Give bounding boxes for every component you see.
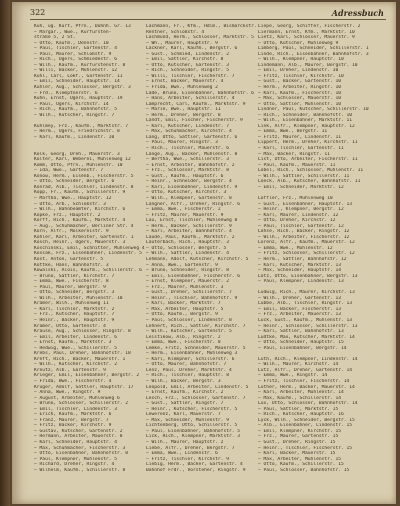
directory-entry-line: Liebe, Alfr., Dreher, Bergstr. 7 — [146, 445, 235, 451]
directory-entry-line: Lamprecht, Carl, Kaufm., Marktstr. 9 — [146, 101, 246, 107]
directory-entry-line: Krebs, Paul, Dreher, Bahnhofstr. 10 — [34, 351, 131, 357]
directory-entry-line: — Max, Kaufm., Schillerstr. 14 — [258, 395, 341, 401]
directory-entry-line: Linde, Rich., Eisenbahner, Bahnhofstr. 3 — [258, 51, 369, 57]
directory-entry-line: Lackner, Karl, Kaufm., Bergstr. 6 — [146, 46, 238, 52]
directory-entry-line: Liermann, Ernst, Kfm., Marktstr. 10 — [258, 29, 355, 35]
directory-entry-line: Kolk, Georg, Dreh., Mauerstr. 3 — [34, 151, 120, 157]
directory-entry-line: — Otto, Maurer, Bahnhofstr. 7 — [146, 362, 227, 368]
directory-entry-line: — Max, Schuhmacher, Fischerstr. 3 — [34, 445, 126, 451]
directory-entry-line: — Gust., Eisenbahner, Hauptstr. 13 — [258, 201, 353, 207]
directory-entry-line: — Karl, Schneider, Hauptstr. 4 — [34, 440, 117, 446]
directory-entry-line: — Ernst, Klempner, Mauerstr. 2 — [146, 279, 229, 285]
directory-entry-line: — Richard, Dreher, Ringstr. 4 — [34, 462, 115, 468]
directory-entry-line: — Gust., Sattler, Ringstr. 7 — [146, 401, 224, 407]
directory-entry-line: Lück, Gust., Kaufm., Mühlenstr. 13 — [258, 317, 353, 323]
directory-entry-line: Kühl, Carl, Lokf., Gartenstr. 11 — [34, 73, 123, 79]
directory-entry-line: — Margar., Wwe., Kurfürsten- — [34, 29, 112, 35]
directory-entry-line: — Wilh., Eisenbahner, Marktstr. 11 — [258, 118, 353, 124]
directory-entry-line: — Wilh., Bahnbeamter, Kirchstr. 6 — [34, 207, 126, 213]
directory-entry-line: — Otto, Schlosser, Bergstr. 5 — [146, 245, 227, 251]
directory-entry-line: — Wilh., Bäcker, Bergstr. 3 — [146, 379, 221, 384]
directory-entry-line: Lick, Rich., Klempner, Marktstr. 3 — [146, 434, 241, 440]
directory-entry-line: — Willi, Tischler, Fischerstr. 7 — [146, 73, 235, 79]
directory-entry-line: — Paul, Klempner, Lindenstr. 13 — [258, 279, 344, 285]
directory-entry-line: — Bruno, Schlosser, Schillerstr. 2 — [34, 401, 129, 407]
directory-entry-line: — Heinr., Bäcker, Hauptstr. 9 — [34, 317, 115, 323]
directory-entry-line: — Fritz, Maurer, Lindenstr. 11 — [258, 134, 341, 140]
directory-entry-line: — Karl, Tischler, Gartenstr. 11 — [258, 146, 344, 152]
directory-entry-line: Kottke, Hans, Bahnhofstr. 3 — [34, 262, 109, 268]
directory-entry-line: — Paul, Maurer, Bergstr. 9 — [34, 284, 106, 290]
directory-entry-line: — Ernst, Bäcker, Mauerstr. 4 — [146, 79, 224, 85]
directory-entry-line: — Bruno, Sattler, Kirchstr. 7 — [34, 273, 115, 279]
directory-entry-line: — Willi, Bäcker, Mühlenstr. 12 — [34, 68, 117, 74]
directory-entry-line: — Hermann, Arbeiter, Mauerstr. 8 — [34, 434, 123, 440]
directory-entry-line: Lübbe, Alb., Tischler, Ringstr. 13 — [258, 301, 353, 307]
directory-entry-line: Lindemann, Alb., Maurer, Bergstr. 10 — [258, 62, 358, 68]
directory-entry-line: — Hedwig, Wwe., Schillerstr. 5 — [34, 345, 117, 351]
directory-entry-line: Löbel, Rich., Schlosser, Mühlenstr. 11 — [258, 168, 364, 174]
directory-entry-line: — Heinr., Kutscher, Fischerstr. 5 — [146, 406, 238, 412]
directory-entry-line: — Fritz, Tischler, Fischerstr. 14 — [258, 379, 350, 384]
directory-entry-line: — Frz., Schlosser, Marktstr. 8 — [146, 168, 229, 174]
directory-entry-line: Kost, Anton, Gartenstr. 5 — [34, 256, 104, 262]
directory-entry-line: — Frz., Maurer, Gartenstr. 15 — [258, 434, 339, 440]
directory-entry-line: — Heinr., Schlosser, Schillerstr. 13 — [258, 323, 358, 329]
directory-entry-line: — Heinr., Schneider, Bergstr. 4 — [146, 179, 232, 185]
page-title: Adressbuch — [331, 8, 384, 18]
directory-entry-line: — Karl, Kutscher, Marktstr. 13 — [258, 262, 341, 268]
directory-entry-line: Lorenz, Alfr., Kaufm., Mauerstr. 12 — [258, 240, 355, 246]
directory-entry-line: — Frida, Wwe., Fischerstr. 4 — [34, 379, 112, 384]
directory-entry-line: — Wilh., Maurer, Kirchstr. 14 — [258, 362, 339, 368]
directory-entry-line: — Fritz, Maurer, Mauerstr. 9 — [146, 212, 224, 218]
directory-entry-line: Lietz, Karl, Schlosser, Mauerstr. 9 — [258, 35, 355, 41]
directory-entry-line: — Karl, Bäcker, Marktstr. 7 — [146, 301, 221, 307]
directory-entry-line: Konrad, Alb., Tischler, Lindenstr. 8 — [34, 184, 134, 190]
directory-entry-line: — Heinr., Klempner, Bergstr. 12 — [258, 207, 344, 213]
directory-entry-line: — Otto, Dreher, Kirchstr. 12 — [258, 218, 336, 224]
header-rule — [30, 19, 386, 20]
directory-entry-line: — Frz., Maurer, Mühlenstr. 3 — [146, 284, 224, 290]
directory-entry-line: — Anna, Wwe., Gartenstr. 9 — [146, 262, 218, 268]
directory-entry-line: — Herm., Bäcker, Schillerstr. 9 — [146, 223, 232, 229]
directory-entry-line: — Rich., Kaufm., Bahnhofstr. 5 — [34, 107, 117, 113]
directory-entry-line: Lange, Aug., Bäcker, Mühlenstr. 8 — [146, 151, 238, 157]
directory-entry-line: — Emil, Tischler, Lindenstr. 3 — [34, 406, 117, 412]
directory-entry-line: — Franz, Maurer, Bergstr. 7 — [34, 417, 109, 423]
directory-entry-line: Bahnhof Frdr., Vorsteher, Ringstr. 9 — [146, 467, 246, 473]
directory-entry-line: — Karl, Sattler, Bahnhofstr. 13 — [258, 329, 344, 335]
directory-entry-line: — Frd., Klemptnerstr. 6 — [34, 90, 98, 96]
directory-entry-line: — Max, Schlosser, Mauerstr. 10 — [258, 96, 341, 102]
directory-entry-line: — Paul, Ugers, Kirchstr. 14 — [34, 101, 109, 107]
directory-entry-line: — Emil, Eisenbahner, Fischerstr. 6 — [146, 273, 241, 279]
directory-entry-line: — Karl, Kaufm., Fischerstr. 10 — [258, 90, 341, 96]
column-3 — [258, 24, 370, 473]
directory-entry-line: — Otto, Schneider, Hauptstr. 15 — [258, 340, 344, 346]
directory-entry-line: Leopold, Emil, Arbeiter, Lindenstr. 5 — [146, 384, 249, 390]
directory-entry-line: Kühler, Aug., Schlosser, Bergstr. 3 — [34, 85, 131, 91]
directory-entry-line: Löffler, Frz., Mühlenweg 10 — [258, 195, 333, 201]
directory-entry-line: — Heinr., Tischler, Fischerstr. 15 — [258, 445, 353, 451]
directory-entry-line: — Max, Schuhmacher, Kirchstr. 4 — [146, 129, 232, 135]
directory-entry-line: Kopp, Fr., Kaufm., Schillerstr. 9 — [34, 190, 126, 196]
directory-entry-line: — Paul, Kaufm., Mauerstr. 11 — [258, 162, 336, 168]
directory-entry-line: Link, Alfr., Klempner, Hauptstr. 12 — [258, 123, 355, 129]
directory-entry-line: Komm, Otto, Pfrn., Mühlenstr. 10 — [34, 162, 123, 168]
directory-entry-line: — Wilh., Arbeiter, Mühlenstr. 10 — [34, 295, 123, 301]
directory-entry-line: — Otto, Kaufm., Bergstr. 9 — [146, 312, 218, 318]
directory-entry-line: — Aug., Schuhmacher, Berliner Str. 4 — [34, 223, 134, 229]
directory-entry-line: Lachmann, Fr., Kfm., Hdlm., Bismarckstr. — [146, 24, 257, 29]
directory-entry-line: — Wh., Maurer, Hauptstr. 9 — [146, 40, 218, 46]
directory-entry-line: — Otto, Eisenbahner, Bahnhofstr. 8 — [34, 451, 129, 457]
directory-entry-line: Kuh, ug. Kurt, Pfrn., Dohnh. Gr. 13 — [34, 24, 131, 29]
directory-entry-line: — Ernst, Kaufm., Marktstr. 3 — [34, 340, 112, 346]
directory-entry-line: — Max, Arbeiter, Mühlenstr. 15 — [258, 456, 341, 462]
directory-entry-line: Kowalski, Alois, Kaufm., Schillerstr. 6 — [34, 268, 142, 274]
directory-entry-line: Lehnert, Rich., Sattler, Kirchstr. 7 — [146, 323, 246, 329]
directory-entry-line: — Wilh., Arbeiter, Fischerstr. 12 — [258, 234, 350, 240]
directory-entry-line: Krause, Aug., Schlosser, Ringstr. 8 — [34, 329, 131, 335]
directory-entry-line: — Gust., Schmied, Lindenstr. 2 — [146, 51, 229, 57]
directory-entry-line: — Wilhelm, Kaufm., Schillerstr. 8 — [34, 467, 126, 473]
directory-entry-line: — August, Arbeiter, Mühlenweg 6 — [34, 395, 120, 401]
directory-entry-line: Lade, Bruno, Eisenbahner, Bahnhofstr. 6 — [146, 90, 254, 96]
directory-entry-line: — Otto, Kutscher, Gartenstr. 3 — [146, 62, 229, 68]
directory-entry-line: — Emil, Sattler, Kirchstr. 8 — [146, 57, 224, 63]
directory-entry-line: Kosch, Heinr., Ugers, Mauerstr. 3 — [34, 240, 126, 246]
directory-entry-line: Lippert, Herm., Dreher, Kirchstr. 11 — [258, 140, 358, 146]
directory-entry-line: — Gustav, Kutscher, Gartenstr. 2 — [34, 428, 123, 434]
directory-entry-line: — Herm., Ugers, Friedrichstr. 8 — [34, 129, 120, 135]
directory-entry-line: Kolter, Karl, Weberei, Mühlenweg 12 — [34, 157, 131, 163]
directory-entry-line: — Wilh., Klempner, Gartenstr. 8 — [146, 195, 232, 201]
directory-entry-line: — Frida, Wwe., Mühlenweg 2 — [146, 85, 218, 91]
directory-entry-line: Lemke, Fritz, Schneider, Mauerstr. 5 — [146, 345, 246, 351]
directory-entry-line: Lux, Otto, Schlosser, Bahnhofstr. 14 — [258, 401, 358, 407]
directory-entry-line: — Gust., Dreher, Schillerstr. 7 — [146, 290, 232, 296]
directory-entry-line: Lüdtke, Max, Kutscher, Marktstr. 14 — [258, 334, 355, 340]
directory-entry-line: — Emma, Wwe., Fischerstr. 2 — [146, 207, 221, 213]
directory-entry-line: Lewerenz, Karl, Mauerstr. 7 — [146, 412, 221, 418]
directory-entry-line: — Karl, Eisenbahner, Lindenstr. 9 — [146, 184, 238, 190]
directory-entry-line: — Wilh., Maurer, Hauptstr. 2 — [146, 440, 224, 446]
directory-entry-line: — Emil, Dreher, Lindenstr. 10 — [258, 68, 339, 74]
directory-entry-line: — Otto, Schneider, Bergstr. 6 — [34, 179, 115, 185]
directory-entry-line: — Herm., Arbeiter, Ringstr. 10 — [258, 85, 341, 91]
directory-entry-line: — Rich., Ugers, Schmiedestr. 6 — [34, 57, 117, 63]
directory-entry-line: — Fritz, Tischler, Kirchstr. 9 — [146, 456, 229, 462]
directory-entry-line: — Max, Arbeiter, Hauptstr. 5 — [146, 306, 224, 312]
directory-entry-line: — Paul, Schlosser, Bahnhofstr. 15 — [258, 467, 350, 473]
directory-entry-line: — Gust., Bäcker, Gartenstr. 10 — [258, 79, 341, 85]
directory-entry-line: Ludwig, Rich., Maurer, Kirchstr. 13 — [258, 290, 355, 296]
directory-entry-line: Lutz, Alfr., Dreher, Gartenstr. 14 — [258, 367, 353, 373]
directory-entry-line: — Paul, Schlosser, Lindenstr. 8 — [146, 317, 232, 323]
directory-entry-line: — Gust., Kaufm., Hauptstr. 6 — [146, 173, 224, 179]
directory-entry-line: — Fritz, Schlosser, Schillerstr. 12 — [258, 251, 355, 257]
directory-entry-line: Laude, Paul, Kaufm., Marktstr. 2 — [146, 234, 235, 240]
directory-entry-line: — Martha, Wwe., Hauptstr. 12 — [34, 195, 112, 201]
directory-entry-line: Limberg, Paul, Schneider, Schillerstr. 1 — [258, 46, 369, 52]
directory-entry-line: — Rich., Tischler, Hauptstr. 8 — [146, 373, 229, 379]
directory-entry-line: Lotz, Otto, Eisenbahner, Bergstr. 13 — [258, 273, 358, 279]
directory-entry-line: — Anna, Wwe., Ringstr. 9 — [34, 390, 101, 396]
directory-entry-line: straße 5, 2 St. — [34, 35, 76, 41]
directory-entry-line: — Rich., Schneider, Bahnhofstr. 10 — [258, 112, 353, 118]
directory-entry-line: — Otto, Kutscher, Mühlenweg 9 — [258, 40, 339, 46]
directory-entry-line: — Bertha, Wwe., Schillerstr. 3 — [146, 157, 229, 163]
directory-entry-line: — Emma, Wwe., Ringstr. 14 — [258, 373, 328, 379]
directory-entry-line: — Otto, Schneider, Bergstr. 3 — [34, 290, 115, 296]
directory-entry-line: Köhler, Karl, Arbeiter, Gartenstr. 1 — [34, 234, 134, 240]
directory-entry-line: — Emil, Arbeiter, Lindenstr. 6 — [34, 334, 117, 340]
directory-entry-line: Loeck, Alb., Kutscher, Bahnhofstr. 11 — [258, 179, 361, 185]
directory-entry-line: Lyck, Wilh., Schneider, Bergstr. 15 — [258, 417, 355, 423]
page-number: 322 — [30, 8, 46, 17]
directory-entry-line: — Otto, Kaufm., Dennstr. 10 — [34, 40, 109, 46]
directory-entry-line: — Karl, Kutscher, Lindenstr. 7 — [146, 123, 229, 129]
directory-entry-line: Koschinski, Emil, Schnitter, Mühlenweg 4 — [34, 245, 145, 251]
directory-entry-line: — Gust., Dreher, Ringstr. 15 — [258, 440, 336, 446]
directory-entry-line: — Ernst, Kaufm., Kirchstr. 2 — [146, 390, 224, 396]
directory-entry-line: Kuhlmey, Frz., Kaufm., Marktstr. 7 — [34, 123, 129, 129]
directory-entry-line: Köpke, Frz., Hauptstr. 2 — [34, 212, 101, 218]
directory-entry-line: — Herm., Eisenbahner, Mühlenweg 3 — [146, 351, 238, 357]
directory-entry-line: List, Otto, Arbeiter, Fischerstr. 11 — [258, 157, 358, 163]
directory-entry-line: Krüger, Adolf, Sattler, Hauptstr. 17 — [34, 384, 134, 390]
directory-entry-line: — Paul, Tischler, Gartenstr. 12 — [258, 223, 344, 229]
column-2 — [146, 24, 258, 473]
directory-entry-line: — Paul, Eisenbahner, Bergstr. 14 — [258, 345, 347, 351]
directory-entry-line: — Fritz, Bäcker, Kirchstr. 9 — [34, 423, 112, 429]
directory-entry-line: — Wilh., Sattler, Schillerstr. 11 — [258, 173, 350, 179]
directory-entry-line: — Karl, Maurer, Lindenstr. 12 — [258, 212, 339, 218]
directory-entry-line: Lenz, Paul, Dreher, Marktstr. 4 — [146, 367, 232, 373]
directory-entry-line: — Herm., Sattler, Bahnhofstr. 12 — [258, 256, 347, 262]
directory-entry-line: Korn, Alfr., Molkereistr. 9 — [34, 229, 109, 235]
directory-entry-line: Luther, Herm., Bäcker, Mauerstr. 14 — [258, 384, 355, 390]
directory-entry-line: — Emma, Wwe., Fischerstr. 8 — [34, 279, 109, 285]
directory-entry-line: Lang, Otto, Sattler, Gartenstr. 6 — [146, 134, 238, 140]
directory-entry-line: — Paul, Maurer, Ringstr. 3 — [146, 140, 218, 146]
directory-entry-line: — Otto, Sattler, Mühlenstr. 10 — [258, 101, 341, 107]
directory-entry-line: — Rich., Kutscher, Hauptstr. 16 — [258, 412, 344, 418]
directory-entry-line: — Max, Schneider, Mühlenstr. 9 — [146, 417, 229, 423]
directory-entry-line: — Alb., Eisenbahner, Lindenstr. 15 — [258, 423, 353, 429]
directory-entry-line: — Emma, Wwe., Lindenstr. 6 — [146, 451, 218, 457]
directory-entry-line: Kreft, Rich., Bäcker, Mauerstr. 1 — [34, 356, 126, 362]
directory-entry-line: Lindner, Paul, Kutscher, Schillerstr. 10 — [258, 107, 369, 113]
directory-entry-line: — Hans, Arbeiter, Schillerstr. 4 — [146, 96, 235, 102]
directory-entry-line: — Frz., Kutscher, Hauptstr. 7 — [34, 312, 115, 318]
directory-entry-line: — Ida, Wwe., Gartenstr. 7 — [34, 168, 104, 174]
directory-entry-line: — Emil, Schneider, Marktstr. 12 — [258, 184, 344, 190]
directory-entry-line: Lüth, Rich., Klempner, Lindenstr. 14 — [258, 356, 358, 362]
directory-entry-line: — Frz., Arbeiter, Mauerstr. 13 — [258, 312, 341, 318]
directory-entry-line: — Otto, Kutscher, Kirchstr. 3 — [146, 190, 227, 196]
directory-entry-line: Korff, Rich., Kaufm., Marktstr. 4 — [34, 218, 126, 224]
directory-entry-line: — Karl, Klempner, Schillerstr. 6 — [146, 356, 235, 362]
directory-entry-line: Lehmann, Adolf, Kutscher, Kirchstr. 5 — [146, 256, 249, 262]
directory-entry-line: — Karl, Tischler, Marktstr. 2 — [34, 306, 115, 312]
directory-entry-line: — Rich., Tischler, Mauerstr. 6 — [146, 146, 229, 152]
directory-entry-line: — Heinr., Tischler, Bahnhofstr. 9 — [146, 295, 238, 301]
directory-entry-line: Landt, Emil, Fischer, Fischerstr. 9 — [146, 118, 243, 124]
book-spine — [0, 0, 10, 506]
directory-page — [12, 2, 396, 504]
directory-entry-line: Kreutz, Alb., Gartenstr. 9 — [34, 367, 106, 373]
directory-entry-line: — Karl, Kaufm., Lindenstr. 10 — [34, 134, 115, 140]
directory-entry-line: Krieger, Emil, Eisenbahner, Bergstr. 2 — [34, 373, 140, 379]
directory-entry-line: — Wilh., Sattler, Lindenstr. 4 — [146, 251, 229, 257]
directory-entry-line: — Herm., Dreher, Bergstr. 8 — [146, 112, 221, 118]
directory-entry-line: — Bruno, Schneider, Ringstr. 8 — [146, 268, 229, 274]
directory-entry-line: — Otto, Kaufm., Schillerstr. 15 — [258, 462, 344, 468]
directory-entry-line: — Wilh., Kutscher, Kirchstr. 2 — [34, 362, 117, 368]
directory-entry-line: — Otto, Arb., Schloßstr. 3 — [34, 201, 106, 207]
directory-entry-line: — Emma, Wwe., Bergstr. 11 — [258, 129, 328, 135]
directory-entry-line: Lauterbach, Rich., Hauptstr. 3 — [146, 240, 229, 246]
directory-entry-line: Liepe, Georg, Schiffer, Fischerstr. 2 — [258, 24, 361, 29]
directory-entry-line: — Wilh., Kutscher, Ringstr. 7 — [34, 112, 115, 118]
directory-entry-line: — Ernst, Arbeiter, Bahnhofstr. 2 — [146, 162, 235, 168]
directory-entry-line: — Emma, Wwe., Mühlenstr. 12 — [258, 245, 333, 251]
directory-entry-line: — Max, Bäcker, Ringstr. 11 — [258, 151, 330, 157]
directory-entry-line: — Paul, Maurer, Schloßstr. 9 — [34, 51, 112, 57]
directory-entry-line: Langner, Alfr., Dreher, Ringstr. 6 — [146, 201, 241, 207]
directory-entry-line: Rentner, Schloßstr. 4 — [146, 29, 205, 35]
directory-entry-line: — Emma, Wwe., Fischerstr. 8 — [146, 340, 221, 346]
directory-entry-line: Kühn, Ernst, Ugers, Hauptstr. 19 — [34, 96, 123, 102]
directory-entry-line: — Fritz, Tischler, Kirchstr. 10 — [258, 73, 344, 79]
directory-entry-line: — Rich., Schneider, Ringstr. 5 — [146, 68, 229, 74]
directory-entry-line: — Wilh., Dreher, Gartenstr. 13 — [258, 295, 341, 301]
directory-entry-line: Konow, Herm., Eisenb., Fischerstr. 5 — [34, 173, 134, 179]
directory-entry-line: — Wilh., Klempner, Hauptstr. 10 — [258, 57, 344, 63]
directory-entry-line: — Paul, Klempner, Mühlenstr. 5 — [34, 456, 117, 462]
directory-entry-line: — Wilh., Kutscher, Gartenstr. 5 — [146, 329, 232, 335]
directory-entry-line: Lichtenberg, Otto, Schillerstr. 5 — [146, 423, 238, 429]
directory-entry-line: — Erich, Kaufm., Marktstr. 6 — [34, 412, 112, 418]
directory-entry-line: Kossak, Frz., Eisenbahner, Lindenstr. 5 — [34, 251, 142, 257]
directory-entry-line: Liebig, Herm., Bäcker, Gartenstr. 4 — [146, 462, 243, 468]
directory-entry-line: Lau, Ernst, Tischler, Mühlenweg 8 — [146, 218, 238, 224]
column-1 — [34, 24, 146, 473]
directory-entry-line: Lohse, Rich., Bäcker, Ringstr. 12 — [258, 229, 350, 235]
directory-entry-line: — Karl, Bäcker, Mauerstr. 15 — [258, 451, 336, 457]
directory-entry-line: — Karl, Arbeiter, Bahnhofstr. 4 — [146, 229, 232, 235]
directory-entry-line: Lesch, Frz., Schlosser, Gartenstr. 7 — [146, 395, 246, 401]
directory-entry-line: — Wilh., Kaufm., Kurfürstenstr. 8 — [34, 62, 126, 68]
directory-entry-line: — Emil, Klempner, Kirchstr. 15 — [258, 428, 341, 434]
directory-entry-line: — Paul, Sattler, Marktstr. 15 — [258, 406, 339, 412]
directory-entry-line: — Marie, Wwe., Hauptstr. 11 — [146, 107, 221, 113]
directory-entry-line: Lachmund, Herm., Schlosser, Marktstr. 5 — [146, 35, 254, 41]
directory-entry-line: — Emil, Bäcker, Fischerstr. 13 — [258, 306, 341, 312]
directory-entry-line: — Emil, Schneider, Hauptstr. 14 — [34, 79, 120, 85]
directory-entry-line: — Paul, Tischler, Gartenstr. 4 — [34, 46, 117, 52]
directory-entry-line: — Karl, Arbeiter, Mühlenstr. 14 — [258, 390, 344, 396]
directory-entry-line: Kramer, Wilh., Mühlenweg 11 — [34, 301, 109, 307]
directory-entry-line: — Paul, Eisenbahner, Bahnhofstr. 5 — [146, 428, 241, 434]
directory-entry-line: — Max, Schneider, Hauptstr. 14 — [258, 268, 341, 274]
directory-entry-line: Leistikow, Alb., Ringstr. 2 — [146, 334, 221, 340]
directory-entry-line: Krämer, Otto, Gartenstr. 4 — [34, 323, 106, 329]
